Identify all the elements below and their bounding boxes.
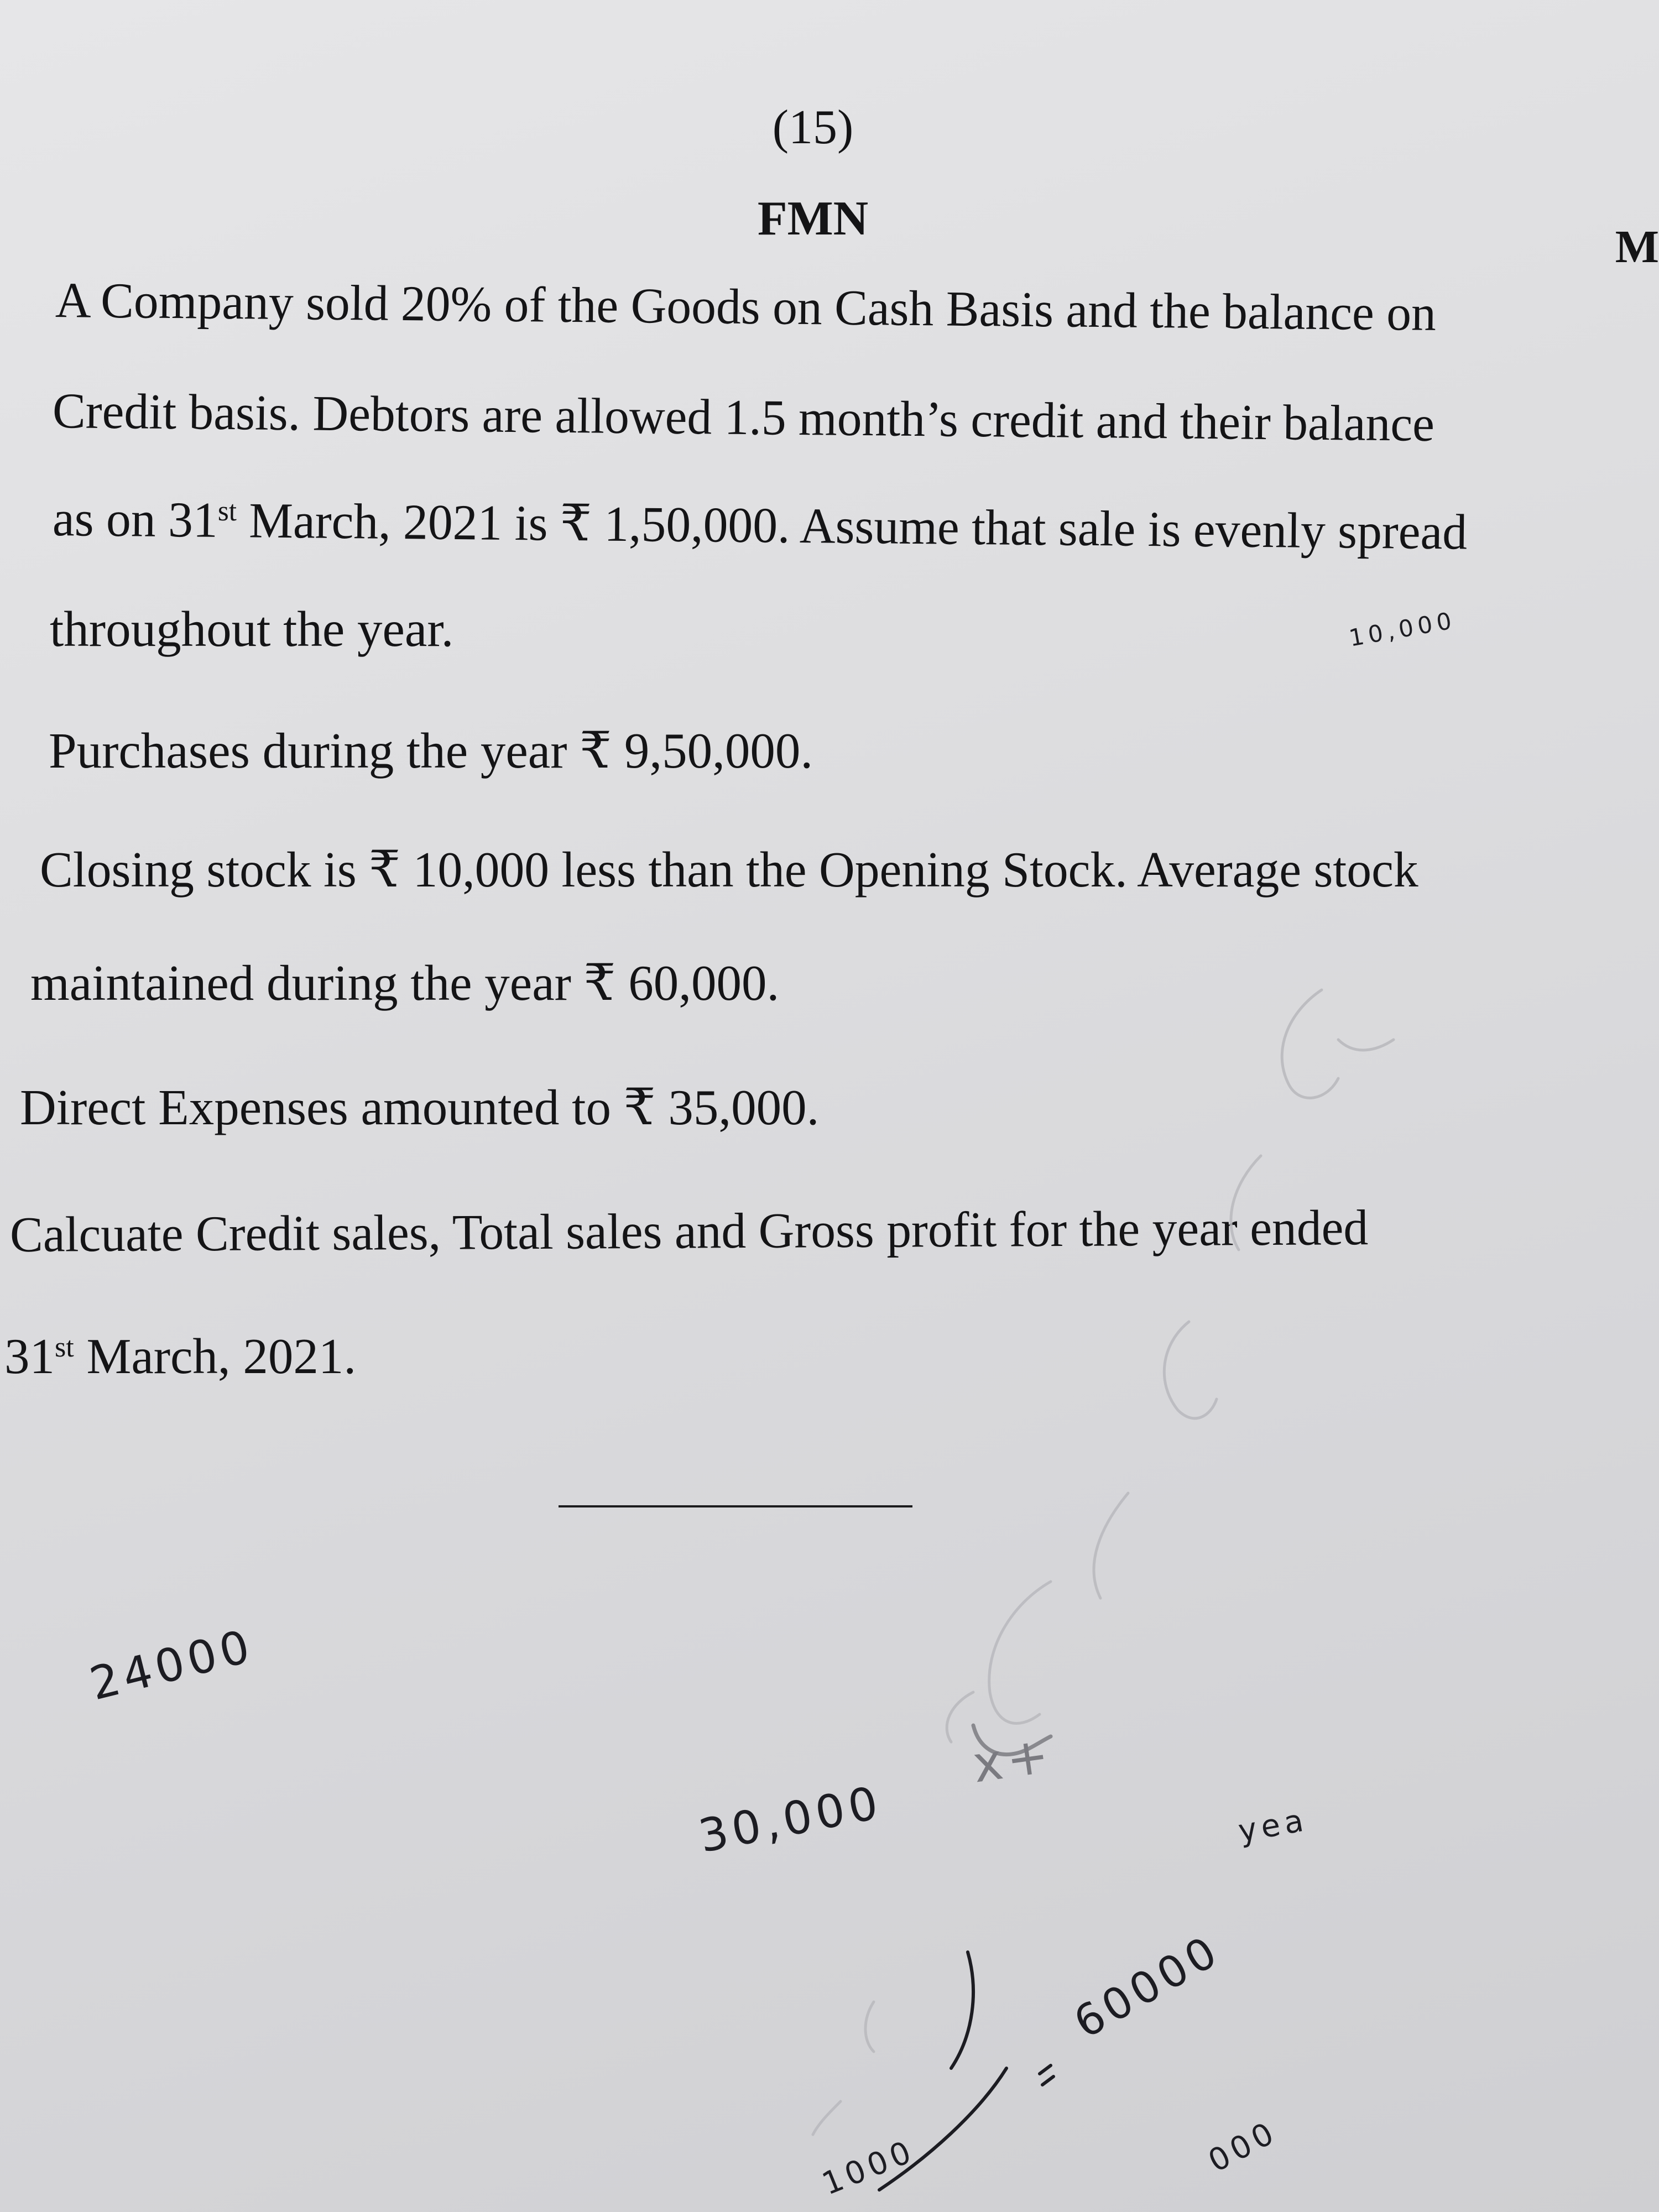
paper-code: FMN [757, 192, 869, 246]
handwritten-note: 1000 [817, 2132, 920, 2203]
question-line-4: throughout the year. [50, 601, 454, 657]
question-line-10 [4, 1327, 356, 1385]
question-line-8: Direct Expenses amounted to ₹ 35,000. [20, 1079, 820, 1135]
handwritten-note: yea [1235, 1802, 1311, 1850]
question-line-9: Calcuate Credit sales, Total sales and Gross profit for the year ended [9, 1199, 1369, 1262]
question-line-3 [52, 489, 1467, 561]
question-line-3-start: as on 31 [52, 491, 218, 548]
ordinal-suffix: st [217, 495, 237, 528]
edge-letter: M [1615, 221, 1659, 273]
question-line-6: Closing stock is ₹ 10,000 less than the Opening Stock. Average stock [40, 842, 1418, 898]
ordinal-suffix: st [55, 1332, 74, 1363]
question-line-3-end: March, 2021 is ₹ 1,50,000. Assume that sale is evenly spread [236, 492, 1468, 560]
handwritten-note: 24000 [85, 1619, 259, 1711]
question-line-1: A Company sold 20% of the Goods on Cash Basis and the balance on [55, 272, 1437, 341]
question-line-2: Credit basis. Debtors are allowed 1.5 month’s credit and their balance [52, 383, 1435, 452]
handwritten-note: 10,000 [1347, 606, 1458, 652]
handwritten-note: 000 [1202, 2114, 1284, 2180]
question-line-5: Purchases during the year ₹ 9,50,000. [49, 723, 813, 779]
handwritten-note: 60000 [1066, 1925, 1229, 2048]
question-line-7: maintained during the year ₹ 60,000. [30, 955, 780, 1011]
end-rule [559, 1505, 912, 1507]
question-line-10-start: 31 [4, 1328, 55, 1384]
question-line-10-end: March, 2021. [74, 1328, 357, 1384]
handwritten-note: x+ [969, 1725, 1057, 1794]
page-number: (15) [772, 101, 854, 154]
handwritten-note: 30,000 [694, 1776, 886, 1864]
